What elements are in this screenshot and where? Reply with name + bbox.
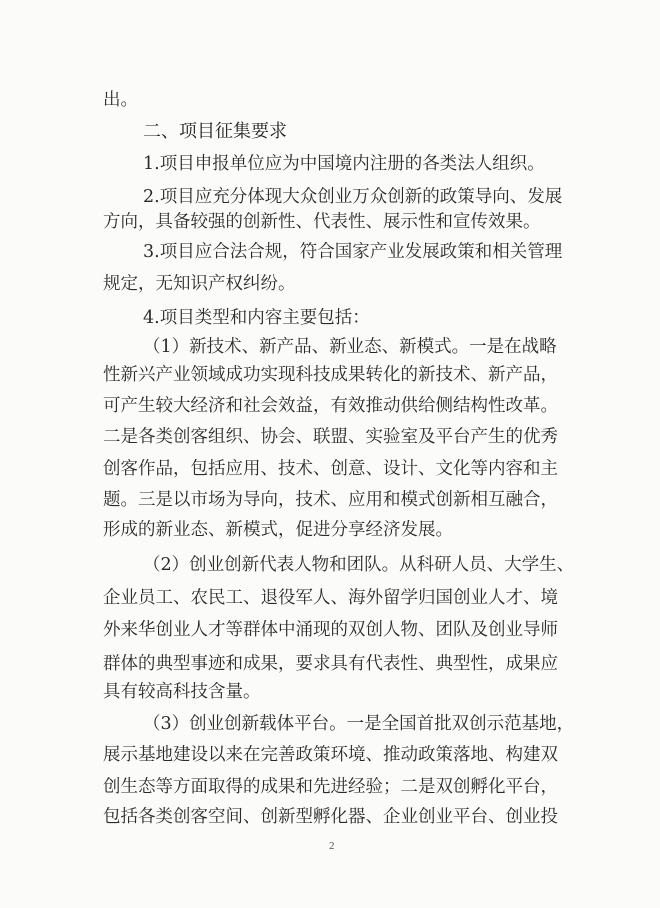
text-line: 具有较高科技含量。 xyxy=(103,682,261,702)
section-heading: 二、项目征集要求 xyxy=(143,121,287,142)
page-number: 2 xyxy=(329,840,335,852)
text-line: （3）创业创新载体平台。一是全国首批双创示范基地， xyxy=(143,714,575,734)
text-line: 方向，具备较强的创新性、代表性、展示性和宣传效果。 xyxy=(103,212,541,232)
text-line: 出。 xyxy=(103,90,138,110)
text-line: 企业员工、农民工、退役军人、海外留学归国创业人才、境 xyxy=(103,588,558,608)
text-line: （1）新技术、新产品、新业态、新模式。一是在战略 xyxy=(143,337,557,357)
text-line: 群体的典型事迹和成果，要求具有代表性、典型性，成果应 xyxy=(103,654,558,674)
text-line: （2）创业创新代表人物和团队。从科研人员、大学生、 xyxy=(143,555,575,575)
text-line: 包括各类创客空间、创新型孵化器、企业创业平台、创业投 xyxy=(103,807,558,827)
text-line: 可产生较大经济和社会效益，有效推动供给侧结构性改革。 xyxy=(103,396,558,416)
text-line: 1.项目申报单位应为中国境内注册的各类法人组织。 xyxy=(143,154,545,174)
text-line: 创生态等方面取得的成果和先进经验；二是双创孵化平台， xyxy=(103,777,558,797)
text-line: 形成的新业态、新模式，促进分享经济发展。 xyxy=(103,520,453,540)
text-line: 3.项目应合法合规，符合国家产业发展政策和相关管理 xyxy=(143,242,563,262)
text-line: 性新兴产业领域成功实现科技成果转化的新技术、新产品， xyxy=(103,365,558,385)
text-line: 2.项目应充分体现大众创业万众创新的政策导向、发展 xyxy=(143,187,563,207)
text-line: 创客作品，包括应用、技术、创意、设计、文化等内容和主 xyxy=(103,459,558,479)
text-line: 4.项目类型和内容主要包括： xyxy=(143,308,370,328)
text-line: 展示基地建设以来在完善政策环境、推动政策落地、构建双 xyxy=(103,745,558,765)
text-line: 规定，无知识产权纠纷。 xyxy=(103,274,296,294)
text-line: 外来华创业人才等群体中涌现的双创人物、团队及创业导师 xyxy=(103,620,558,640)
text-line: 题。三是以市场为导向，技术、应用和模式创新相互融合， xyxy=(103,490,558,510)
text-line: 二是各类创客组织、协会、联盟、实验室及平台产生的优秀 xyxy=(103,427,558,447)
